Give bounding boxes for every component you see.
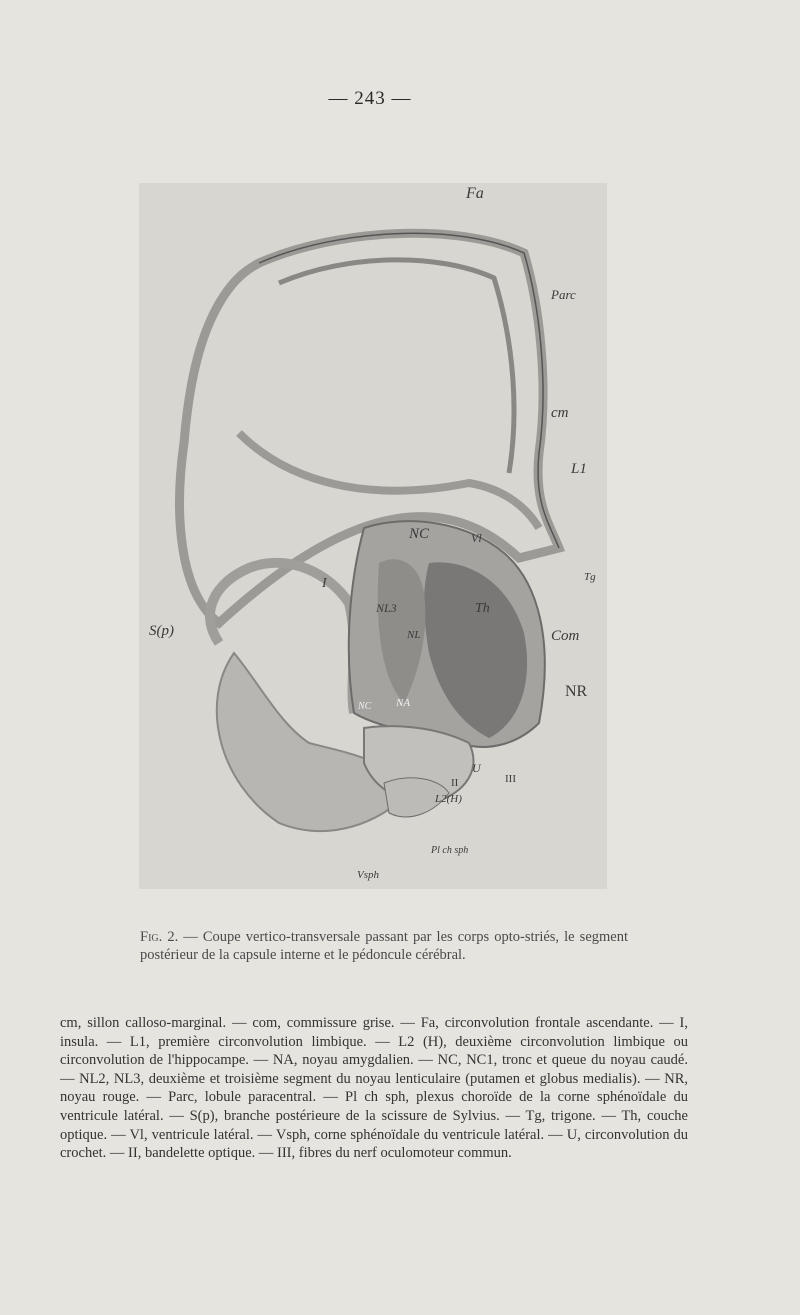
label-th: Th: [475, 601, 490, 616]
brain-section-drawing: [139, 183, 607, 889]
anatomical-figure: [139, 183, 607, 889]
label-l1: L1: [571, 461, 587, 477]
page-number: — 243 —: [328, 88, 412, 109]
corpus-callosum: [239, 433, 539, 528]
label-nc: NC: [409, 526, 430, 542]
figure-legend: [60, 1014, 688, 1163]
figure-caption: [140, 928, 628, 964]
label-na: NA: [396, 697, 411, 709]
label-nl3: NL3: [376, 601, 397, 615]
label-cm: cm: [551, 405, 569, 421]
label-vsph: Vsph: [357, 869, 379, 881]
legend-text: cm, sillon calloso-marginal. — com, commissure grise. — Fa, circonvolution frontale ascendante. — I, insula. — L1, première circonvolution limbique. — L2 (H), deuxième circonvolution limbique ou circonvolution de l'hippocampe. — NA, noyau amygdalien. — NC, NC1, tronc et queue du noyau caudé. — NL2, NL3, deuxième et troisième segment du noyau lenticulaire (putamen et globus medialis). — NR, noyau rouge. — Parc, lobule paracentral. — Pl ch sph, plexus choroïde de la corne sphénoïdale du ventricule latéral. — S(p), branche postérieure de la scissure de Sylvius. — Tg, trigone. — Th, couche optique. — Vl, ventricule latéral. — Vsph, corne sphénoïdale du ventricule latéral. — U, circonvolution du crochet. — II, bandelette optique. — III, fibres du nerf oculomoteur commun.: [60, 1015, 688, 1162]
label-nl: NL: [407, 629, 421, 641]
figure-number: Fig. 2.: [140, 929, 179, 945]
sulcus-line: [279, 260, 514, 473]
label-parc: Parc: [551, 287, 576, 302]
label-u: U: [472, 761, 481, 775]
label-com: Com: [551, 628, 580, 644]
label-insula: I: [322, 576, 327, 591]
caption-text: — Coupe vertico-transversale passant par les corps opto-striés, le segment postérieur de la capsule interne et le pédoncule cérébral.: [140, 929, 628, 963]
label-plchsph: Pl ch sph: [431, 845, 469, 856]
label-vl: Vl: [471, 531, 482, 545]
label-fa: Fa: [466, 185, 484, 202]
label-l2: L2(H): [435, 793, 462, 805]
label-tg: Tg: [584, 571, 596, 583]
label-iii: III: [505, 773, 516, 785]
label-ii: II: [451, 777, 459, 789]
label-nr: NR: [565, 683, 588, 700]
label-sp: S(p): [149, 623, 174, 639]
label-nc1: NC: [358, 701, 372, 712]
